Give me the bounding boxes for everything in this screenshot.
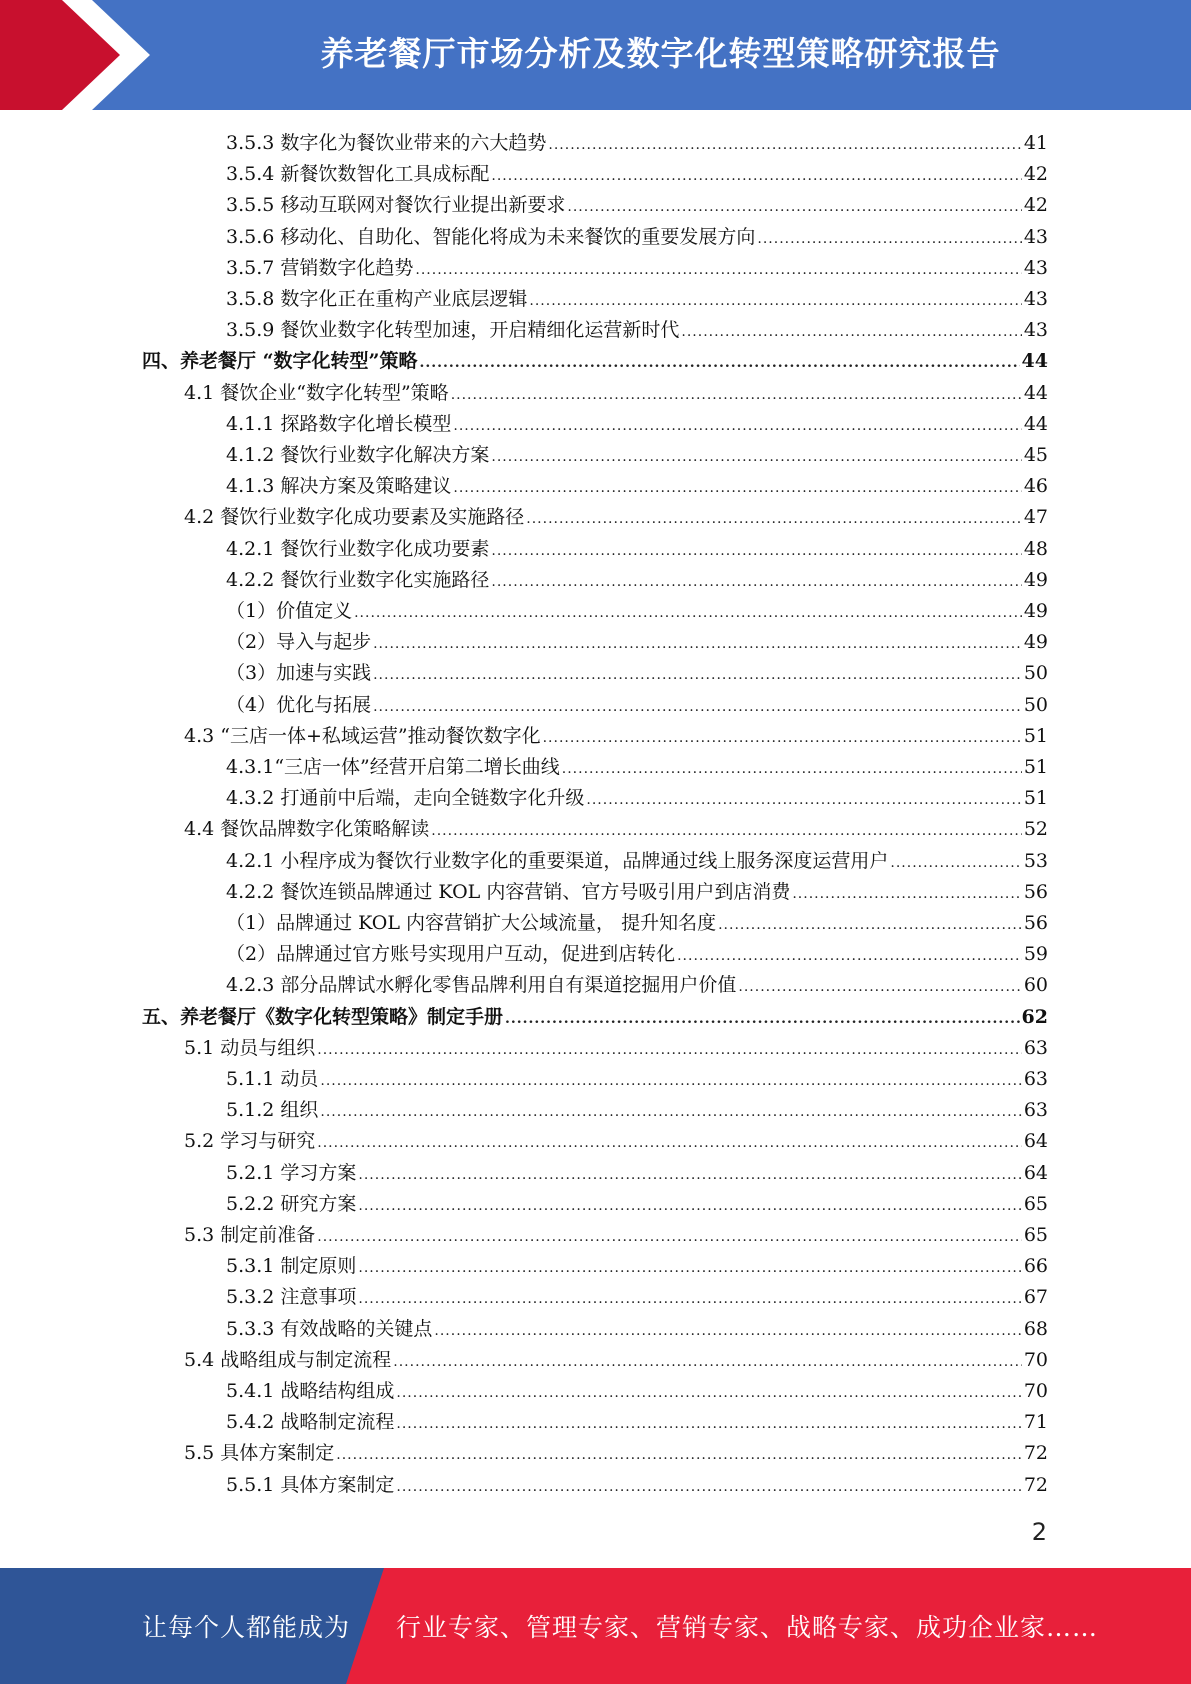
toc-dot-leader <box>586 785 1021 814</box>
toc-entry-title: 4.3 “三店一体+私域运营”推动餐饮数字化 <box>184 724 541 747</box>
toc-entry-title: （2）导入与起步 <box>226 631 372 654</box>
toc-entry-page: 64 <box>1023 1161 1048 1184</box>
toc-entry[interactable] <box>184 378 1048 409</box>
toc-entry[interactable] <box>226 159 1048 190</box>
toc-entry-page: 63 <box>1023 1099 1048 1122</box>
toc-dot-leader <box>415 255 1021 284</box>
toc-entry-page: 51 <box>1023 756 1048 778</box>
toc-entry-title: 五、养老餐厅《数字化转型策略》制定手册 <box>142 1005 504 1028</box>
toc-entry[interactable] <box>226 1376 1048 1407</box>
toc-entry-title: 四、养老餐厅 “数字化转型”策略 <box>142 350 418 373</box>
toc-entry-title: 4.1.1 探路数字化增长模型 <box>226 412 452 435</box>
toc-entry-title: 4.2.2 餐饮行业数字化实施路径 <box>226 568 490 591</box>
toc-entry-page: 44 <box>1023 412 1048 435</box>
toc-entry-page: 43 <box>1023 319 1048 342</box>
toc-dot-leader <box>567 192 1021 221</box>
toc-entry-page: 44 <box>1023 381 1048 404</box>
toc-entry-page: 42 <box>1023 194 1048 217</box>
toc-entry-page: 60 <box>1023 974 1048 997</box>
toc-dot-leader <box>434 1316 1021 1345</box>
toc-dot-leader <box>317 1128 1022 1157</box>
toc-entry-title: 5.2 学习与研究 <box>184 1130 316 1153</box>
toc-entry-page: 62 <box>1021 1005 1048 1028</box>
toc-dot-leader <box>320 1097 1021 1126</box>
toc-entry[interactable] <box>226 1314 1048 1345</box>
toc-entry-title: 4.2.1 小程序成为餐饮行业数字化的重要渠道，品牌通过线上服务深度运营用户 <box>226 849 889 872</box>
toc-dot-leader <box>757 224 1021 253</box>
toc-dot-leader <box>451 380 1022 409</box>
toc-entry-title: 3.5.7 营销数字化趋势 <box>226 256 414 279</box>
toc-dot-leader <box>453 473 1021 502</box>
toc-entry[interactable] <box>226 627 1048 658</box>
toc-entry-page: 50 <box>1023 662 1048 685</box>
toc-dot-leader <box>491 442 1021 471</box>
toc-dot-leader <box>548 130 1021 159</box>
toc-entry[interactable] <box>184 1033 1048 1064</box>
toc-entry-page: 56 <box>1023 880 1048 903</box>
toc-dot-leader <box>354 598 1022 627</box>
toc-entry-page: 67 <box>1023 1286 1048 1309</box>
toc-entry-page: 51 <box>1023 787 1048 810</box>
toc-dot-leader <box>373 692 1022 721</box>
toc-entry-title: 5.2.2 研究方案 <box>226 1192 357 1215</box>
toc-entry-page: 41 <box>1023 132 1048 154</box>
toc-entry-title: 4.3.2 打通前中后端，走向全链数字化升级 <box>226 787 585 810</box>
toc-entry[interactable] <box>226 596 1048 627</box>
toc-entry-title: 5.4 战略组成与制定流程 <box>184 1348 392 1371</box>
toc-entry-title: 5.4.1 战略结构组成 <box>226 1380 395 1402</box>
toc-entry[interactable] <box>226 846 1048 877</box>
toc-entry-title: 5.3.1 制定原则 <box>226 1255 357 1278</box>
toc-entry[interactable] <box>226 690 1048 721</box>
toc-entry[interactable] <box>184 1126 1048 1157</box>
toc-entry-page: 49 <box>1023 568 1048 591</box>
toc-entry-page: 51 <box>1023 724 1048 747</box>
toc-entry-title: （3）加速与实践 <box>226 662 372 685</box>
toc-dot-leader <box>419 348 1019 377</box>
toc-entry-title: 4.1.3 解决方案及策略建议 <box>226 475 452 498</box>
toc-entry[interactable] <box>226 409 1048 440</box>
toc-entry-page: 72 <box>1023 1473 1048 1496</box>
toc-dot-leader <box>317 1222 1022 1251</box>
toc-entry-title: 5.1.1 动员 <box>226 1068 319 1090</box>
toc-entry-page: 66 <box>1023 1255 1048 1278</box>
report-title: 养老餐厅市场分析及数字化转型策略研究报告 <box>320 34 1001 73</box>
toc-entry[interactable] <box>226 1282 1048 1313</box>
toc-entry[interactable] <box>226 1095 1048 1126</box>
toc-entry-title: 3.5.4 新餐饮数智化工具成标配 <box>226 163 490 186</box>
toc-entry[interactable] <box>226 752 1048 783</box>
toc-entry[interactable] <box>226 783 1048 814</box>
toc-entry[interactable] <box>226 284 1048 315</box>
toc-entry-title: 5.1.2 组织 <box>226 1099 319 1122</box>
toc-entry-page: 46 <box>1023 475 1048 498</box>
toc-entry-page: 52 <box>1023 818 1048 841</box>
toc-entry-page: 49 <box>1023 600 1048 622</box>
toc-entry-title: 5.5.1 具体方案制定 <box>226 1473 395 1496</box>
toc-dot-leader <box>320 1066 1021 1095</box>
toc-entry[interactable] <box>184 721 1048 752</box>
toc-entry[interactable] <box>226 565 1048 596</box>
toc-entry-title: 3.5.5 移动互联网对餐饮行业提出新要求 <box>226 194 566 217</box>
toc-dot-leader <box>543 723 1022 752</box>
toc-entry-page: 63 <box>1023 1068 1048 1090</box>
toc-dot-leader <box>562 754 1022 783</box>
toc-entry-page: 71 <box>1023 1411 1048 1434</box>
toc-dot-leader <box>738 972 1021 1001</box>
toc-entry[interactable] <box>226 534 1048 565</box>
toc-entry[interactable] <box>226 253 1048 284</box>
toc-entry[interactable] <box>184 1345 1048 1376</box>
toc-entry-title: 3.5.6 移动化、自助化、智能化将成为未来餐饮的重要发展方向 <box>226 225 756 248</box>
toc-entry-page: 44 <box>1021 350 1048 373</box>
toc-entry[interactable] <box>184 502 1048 533</box>
toc-entry-page: 72 <box>1023 1442 1048 1465</box>
toc-entry[interactable] <box>226 1251 1048 1282</box>
toc-entry-page: 50 <box>1023 693 1048 716</box>
toc-entry-page: 56 <box>1023 912 1048 934</box>
toc-entry-title: 4.1.2 餐饮行业数字化解决方案 <box>226 444 490 466</box>
toc-dot-leader <box>373 660 1022 689</box>
toc-entry-title: 4.2 餐饮行业数字化成功要素及实施路径 <box>184 506 525 529</box>
toc-entry[interactable] <box>226 190 1048 221</box>
toc-entry[interactable] <box>226 440 1048 471</box>
toc-entry[interactable] <box>142 1002 1048 1033</box>
toc-entry[interactable] <box>226 1189 1048 1220</box>
toc-entry[interactable] <box>226 471 1048 502</box>
toc-entry-page: 65 <box>1023 1192 1048 1215</box>
toc-entry[interactable] <box>226 128 1048 159</box>
toc-entry-title: 3.5.3 数字化为餐饮业带来的六大趋势 <box>226 132 547 154</box>
toc-entry-title: （1）品牌通过 KOL 内容营销扩大公域流量， 提升知名度 <box>226 912 717 934</box>
toc-dot-leader <box>396 1472 1021 1501</box>
toc-dot-leader <box>396 1409 1021 1438</box>
toc-entry[interactable] <box>226 877 1048 908</box>
toc-dot-leader <box>373 629 1022 658</box>
toc-dot-leader <box>358 1160 1021 1189</box>
toc-dot-leader <box>526 504 1022 533</box>
footer-slogan-left: 让每个人都能成为 <box>142 1613 351 1642</box>
toc-dot-leader <box>358 1284 1021 1313</box>
toc-entry-title: （2）品牌通过官方账号实现用户互动，促进到店转化 <box>226 943 676 966</box>
toc-entry-page: 43 <box>1023 288 1048 310</box>
toc-dot-leader <box>317 1035 1022 1064</box>
toc-entry[interactable] <box>184 1220 1048 1251</box>
toc-dot-leader <box>393 1347 1022 1376</box>
toc-entry[interactable] <box>226 939 1048 970</box>
toc-entry-page: 63 <box>1023 1036 1048 1059</box>
toc-entry-title: 4.2.3 部分品牌试水孵化零售品牌利用自有渠道挖掘用户价值 <box>226 974 737 997</box>
toc-entry-title: 5.3 制定前准备 <box>184 1224 316 1246</box>
toc-dot-leader <box>358 1191 1021 1220</box>
toc-dot-leader <box>491 567 1021 596</box>
toc-dot-leader <box>491 536 1021 565</box>
toc-entry[interactable] <box>226 908 1048 939</box>
toc-entry-page: 47 <box>1023 506 1048 529</box>
toc-entry-title: 4.2.2 餐饮连锁品牌通过 KOL 内容营销、官方号吸引用户到店消费 <box>226 880 791 903</box>
toc-entry-page: 53 <box>1023 849 1048 872</box>
toc-entry-title: 5.3.2 注意事项 <box>226 1286 357 1309</box>
toc-entry-page: 48 <box>1023 537 1048 560</box>
toc-entry-page: 43 <box>1023 256 1048 279</box>
page-footer <box>0 1568 1191 1684</box>
toc-entry-title: 3.5.8 数字化正在重构产业底层逻辑 <box>226 288 528 310</box>
toc-entry-page: 70 <box>1023 1348 1048 1371</box>
toc-entry-title: 5.3.3 有效战略的关键点 <box>226 1317 433 1340</box>
toc-entry-title: （4）优化与拓展 <box>226 693 372 716</box>
toc-entry-page: 45 <box>1023 444 1048 466</box>
toc-entry-title: 5.5 具体方案制定 <box>184 1442 335 1465</box>
toc-dot-leader <box>890 848 1021 877</box>
toc-entry-page: 49 <box>1023 631 1048 654</box>
toc-entry-page: 65 <box>1023 1224 1048 1246</box>
toc-dot-leader <box>677 941 1022 970</box>
toc-entry[interactable] <box>226 1064 1048 1095</box>
toc-entry-title: 3.5.9 餐饮业数字化转型加速，开启精细化运营新时代 <box>226 319 680 342</box>
toc-entry-title: 4.1 餐饮企业“数字化转型”策略 <box>184 381 449 404</box>
toc-entry[interactable] <box>184 814 1048 845</box>
toc-dot-leader <box>529 286 1021 315</box>
toc-entry[interactable] <box>226 222 1048 253</box>
toc-entry-page: 43 <box>1023 225 1048 248</box>
toc-entry-page: 59 <box>1023 943 1048 966</box>
toc-entry-title: 4.4 餐饮品牌数字化策略解读 <box>184 818 430 841</box>
toc-dot-leader <box>431 816 1022 845</box>
toc-dot-leader <box>453 411 1021 440</box>
toc-dot-leader <box>681 317 1021 346</box>
toc-dot-leader <box>792 879 1021 908</box>
toc-entry-title: 5.2.1 学习方案 <box>226 1161 357 1184</box>
toc-entry[interactable] <box>226 315 1048 346</box>
toc-entry[interactable] <box>184 1438 1048 1469</box>
toc-entry[interactable] <box>142 346 1048 377</box>
footer-slogan-right: 行业专家、管理专家、营销专家、战略专家、成功企业家…… <box>396 1613 1099 1642</box>
toc-dot-leader <box>505 1004 1020 1033</box>
toc-entry-title: （1）价值定义 <box>226 600 353 622</box>
toc-entry-page: 64 <box>1023 1130 1048 1153</box>
toc-entry-title: 4.3.1“三店一体”经营开启第二增长曲线 <box>226 756 560 778</box>
toc-entry[interactable] <box>226 1407 1048 1438</box>
toc-entry-title: 4.2.1 餐饮行业数字化成功要素 <box>226 537 490 560</box>
toc-dot-leader <box>396 1378 1021 1407</box>
toc-entry-title: 5.4.2 战略制定流程 <box>226 1411 395 1434</box>
toc-entry[interactable] <box>226 658 1048 689</box>
toc-entry-page: 70 <box>1023 1380 1048 1402</box>
toc-entry[interactable] <box>226 970 1048 1001</box>
toc-dot-leader <box>336 1440 1022 1469</box>
toc-entry-page: 68 <box>1023 1317 1048 1340</box>
toc-dot-leader <box>718 910 1022 939</box>
page-number: 2 <box>1031 1518 1047 1546</box>
toc-entry-page: 42 <box>1023 163 1048 186</box>
toc-dot-leader <box>491 161 1021 190</box>
toc-entry-title: 5.1 动员与组织 <box>184 1036 316 1059</box>
toc-entry[interactable] <box>226 1470 1048 1501</box>
toc-entry[interactable] <box>226 1158 1048 1189</box>
toc-dot-leader <box>358 1253 1021 1282</box>
page-header <box>0 0 1191 110</box>
